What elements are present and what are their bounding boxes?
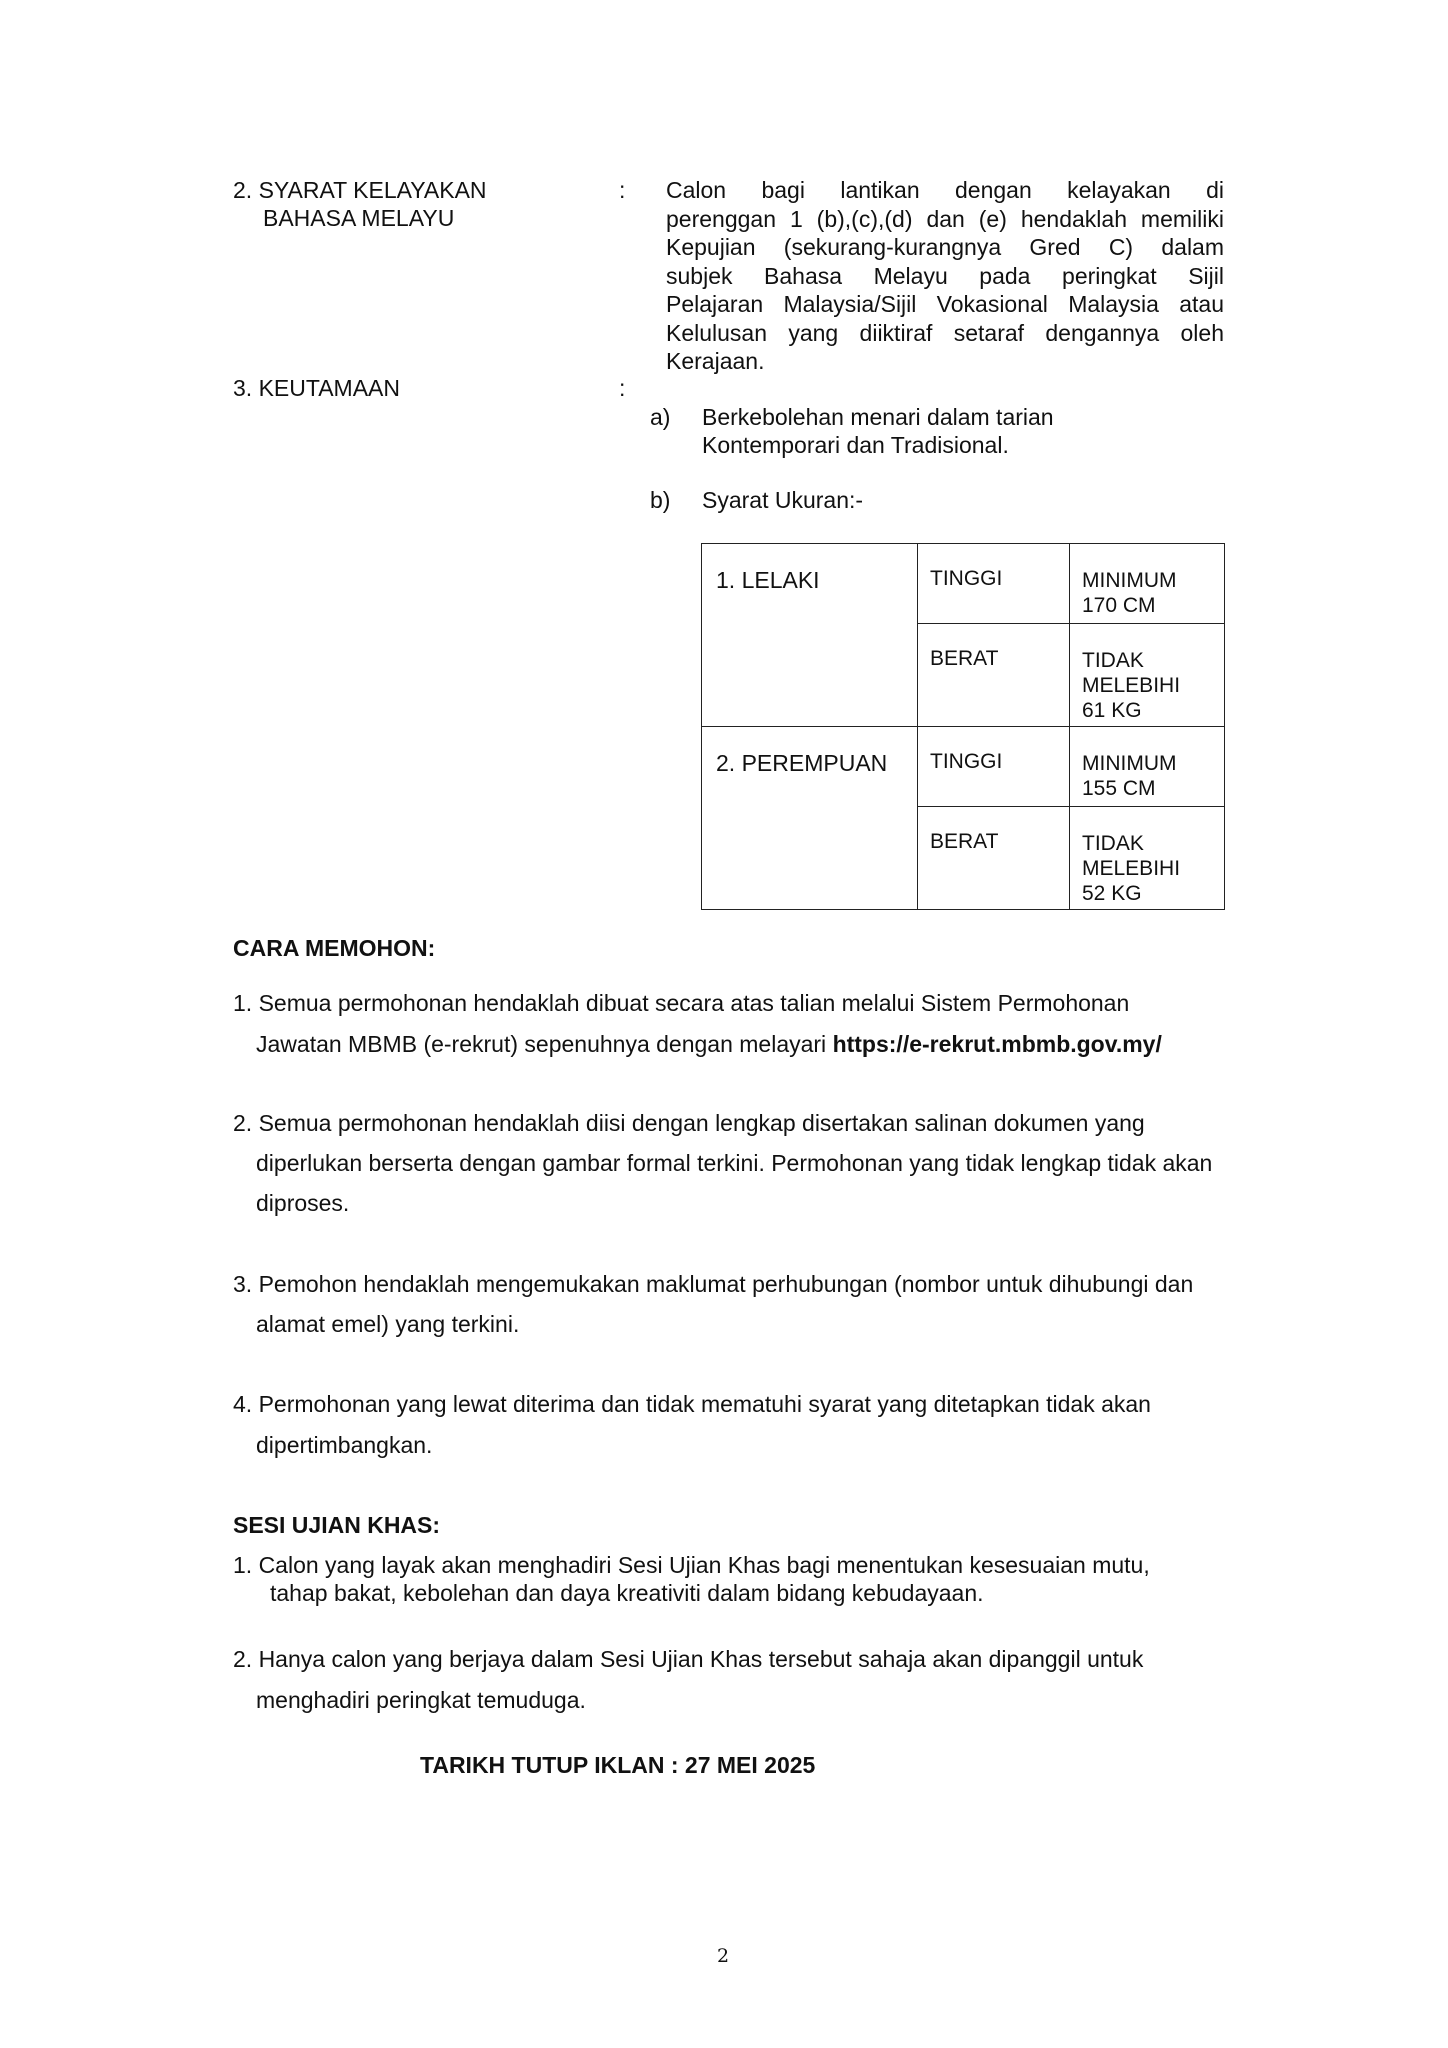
section2-colon: : — [619, 177, 626, 203]
list-item-text: Jawatan MBMB (e-rekrut) sepenuhnya dengan melayari — [256, 1031, 833, 1057]
syarat-ukuran-table — [701, 543, 1225, 910]
table-row — [702, 544, 1225, 624]
category-lelaki: 1. LELAKI — [702, 544, 918, 727]
list-item-cont: diproses. — [256, 1190, 350, 1216]
attr-berat: BERAT — [918, 624, 1070, 727]
value-berat-lelaki: TIDAK MELEBIHI 61 KG — [1070, 624, 1225, 727]
value-tinggi-lelaki: MINIMUM 170 CM — [1070, 544, 1225, 624]
category-perempuan: 2. PEREMPUAN — [702, 727, 918, 910]
attr-tinggi: TINGGI — [918, 544, 1070, 624]
item-a-text: Berkebolehan menari dalam tarian — [702, 404, 1054, 430]
list-item: 1. Semua permohonan hendaklah dibuat secara atas talian melalui Sistem Permohonan — [233, 990, 1130, 1016]
section3-colon: : — [619, 375, 626, 401]
list-item: 3. Pemohon hendaklah mengemukakan maklumat perhubungan (nombor untuk dihubungi dan — [233, 1271, 1194, 1297]
sesi-ujian-heading: SESI UJIAN KHAS: — [233, 1512, 441, 1538]
item-a-text-cont: Kontemporari dan Tradisional. — [702, 432, 1009, 458]
table-row — [702, 727, 1225, 807]
section2-text-line: Pelajaran Malaysia/Sijil Vokasional Malaysia atau — [666, 291, 1224, 317]
list-item-cont: diperlukan berserta dengan gambar formal terkini. Permohonan yang tidak lengkap tidak akan — [256, 1150, 1213, 1176]
list-item: 2. Hanya calon yang berjaya dalam Sesi Ujian Khas tersebut sahaja akan dipanggil untuk — [233, 1646, 1144, 1672]
cara-memohon-heading: CARA MEMOHON: — [233, 935, 436, 961]
attr-tinggi: TINGGI — [918, 727, 1070, 807]
list-item: 4. Permohonan yang lewat diterima dan tidak mematuhi syarat yang ditetapkan tidak akan — [233, 1391, 1151, 1417]
item-a-marker: a) — [650, 404, 671, 430]
closing-date: TARIKH TUTUP IKLAN : 27 MEI 2025 — [420, 1752, 816, 1778]
value-berat-perempuan: TIDAK MELEBIHI 52 KG — [1070, 807, 1225, 910]
item-b-text: Syarat Ukuran:- — [702, 487, 864, 513]
section2-text-line: perenggan 1 (b),(c),(d) dan (e) hendaklah memiliki — [666, 205, 1224, 232]
list-item-cont — [256, 1030, 1162, 1058]
section2-label: 2. SYARAT KELAYAKAN — [233, 177, 487, 203]
section3-label: 3. KEUTAMAAN — [233, 375, 400, 401]
item-b-marker: b) — [650, 487, 671, 513]
attr-berat: BERAT — [918, 807, 1070, 910]
section2-text-line: Kepujian (sekurang-kurangnya Gred C) dalam — [666, 234, 1224, 260]
section2-label-cont: BAHASA MELAYU — [263, 205, 455, 231]
list-item-cont: alamat emel) yang terkini. — [256, 1311, 520, 1337]
list-item-cont: dipertimbangkan. — [256, 1432, 433, 1458]
e-rekrut-link[interactable]: https://e-rekrut.mbmb.gov.my/ — [832, 1031, 1162, 1057]
section2-text-line: Kerajaan. — [666, 348, 765, 374]
section2-text-line: Kelulusan yang diiktiraf setaraf dengannya oleh — [666, 319, 1224, 346]
section2-text-line: Calon bagi lantikan dengan kelayakan di — [666, 177, 1224, 203]
value-tinggi-perempuan: MINIMUM 155 CM — [1070, 727, 1225, 807]
list-item: 1. Calon yang layak akan menghadiri Sesi Ujian Khas bagi menentukan kesesuaian mutu, — [233, 1552, 1150, 1578]
page-number: 2 — [717, 1945, 730, 1967]
list-item-cont: menghadiri peringkat temuduga. — [256, 1687, 586, 1713]
list-item-cont: tahap bakat, kebolehan dan daya kreativiti dalam bidang kebudayaan. — [270, 1580, 984, 1606]
list-item: 2. Semua permohonan hendaklah diisi dengan lengkap disertakan salinan dokumen yang — [233, 1110, 1145, 1136]
section2-text-line: subjek Bahasa Melayu pada peringkat Sijil — [666, 262, 1224, 289]
